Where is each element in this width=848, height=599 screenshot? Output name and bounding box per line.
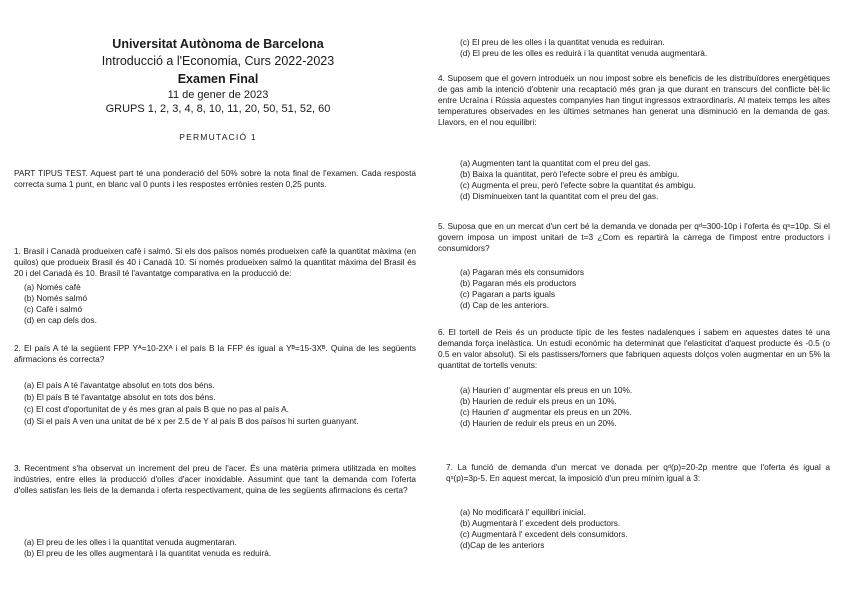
question-7-text: 7. La funció de demanda d'un mercat ve donada per qᵈ(p)=20-2p mentre que l'oferta és igual a qˢ(p)=3p-5. En aquest mercat, la imposició d'un preu mínim igual a 3: <box>446 462 830 483</box>
question-6-option-b[interactable]: (b) Haurien de reduir els preus en un 10%. <box>460 396 617 406</box>
question-3-option-b[interactable]: (b) El preu de les olles augmentarà i la quantitat venuda es reduirà. <box>24 548 272 558</box>
question-1-option-d[interactable]: (d) en cap dels dos. <box>24 315 97 325</box>
question-1-option-a[interactable]: (a) Només cafè <box>24 282 81 292</box>
question-5-option-b[interactable]: (b) Pagaran més els productors <box>460 278 577 288</box>
question-5-option-c[interactable]: (c) Pagaran a parts iguals <box>460 289 556 299</box>
question-7-option-d[interactable]: (d)Cap de les anteriors <box>460 540 545 550</box>
exam-date: 11 de gener de 2023 <box>167 89 269 101</box>
question-3-option-a[interactable]: (a) El preu de les olles i la quantitat venuda augmentaran. <box>24 537 237 547</box>
course-title: Introducció a l'Economia, Curs 2022-2023 <box>101 54 335 68</box>
question-6-option-a[interactable]: (a) Haurien d' augmentar els preus en un 10%. <box>460 385 633 395</box>
university-name: Universitat Autònoma de Barcelona <box>112 37 324 51</box>
question-2-option-c[interactable]: (c) El cost d'oportunitat de y és mes gran al país B que no pas al país A. <box>24 404 289 414</box>
question-5-option-d[interactable]: (d) Cap de les anteriors. <box>460 300 550 310</box>
question-7-option-b[interactable]: (b) Augmentarà l' excedent dels productors. <box>460 518 621 528</box>
permutation-label: PERMUTACIÓ 1 <box>179 132 257 142</box>
question-1-option-c[interactable]: (c) Cafè i salmó <box>24 304 83 314</box>
question-1-text: 1. Brasil i Canadà produeixen cafè i salmó. Si els dos països només produeixen cafè la quantitat màxima (en quilos) que produeix Brasil és 40 i Canadà 10. Si només produeixen salmó la quantitat màxima del Brasil és 20 i del Canadà és 10. Brasil té l'avantatge comparativa en la producció de: <box>14 246 416 278</box>
question-4-option-c[interactable]: (c) Augmenta el preu, però l'efecte sobre la quantitat és ambigu. <box>460 180 696 190</box>
question-4-option-d[interactable]: (d) Disminueixen tant la quantitat com el preu del gas. <box>460 191 659 201</box>
question-2-option-b[interactable]: (b) El país B té l'avantatge absolut en tots dos béns. <box>24 392 216 402</box>
question-5-text: 5. Suposa que en un mercat d'un cert bé la demanda ve donada per qᵈ=300-10p i l'oferta és qˢ=10p. Si el govern imposa un impost unitari de t=3 ¿Com es repartirà la càrrega de l'impost entre productors i consumidors? <box>438 221 830 253</box>
exam-title: Examen Final <box>177 72 259 86</box>
intro-text: PART TIPUS TEST. Aquest part té una ponderació del 50% sobre la nota final de l'examen. Cada resposta correcta suma 1 punt, en blanc val 0 punts i les respostes errònies resten 0,25 punts. <box>14 168 416 189</box>
question-4-option-b[interactable]: (b) Baixa la quantitat, però l'efecte sobre el preu és ambigu. <box>460 169 680 179</box>
exam-groups: GRUPS 1, 2, 3, 4, 8, 10, 11, 20, 50, 51, 52, 60 <box>105 103 331 115</box>
question-6-option-d[interactable]: (d) Haurien de reduir els preus en un 20%. <box>460 418 617 428</box>
question-5-option-a[interactable]: (a) Pagaran més els consumidors <box>460 267 585 277</box>
question-4-text: 4. Suposem que el govern introdueix un nou impost sobre els beneficis de les distribuïdores energètiques de gas amb la intenció d'obtenir una recaptació més gran ja que durant en transcurs del conflicte bèl·lic entre Ucraïna i Rússia aquestes companyies han tingut ingressos extraordinaris. Al mateix temps les altes temperatures observades en les últimes setmanes han generat una disminució en la demanda de gas. Llavors, en el nou equilibri: <box>438 73 830 127</box>
question-7-option-c[interactable]: (c) Augmentarà l' excedent dels consumidors. <box>460 529 628 539</box>
question-1-option-b[interactable]: (b) Només salmó <box>24 293 88 303</box>
question-6-text: 6. El tortell de Reis és un producte típic de les festes nadalenques i sabem en aquestes dates té una demanda força inelàstica. Un estudi econòmic ha determinat que l'elasticitat d'aquest producte és -0.5 (o 0.5 en valor absolut). Si els pastissers/forners que fabriquen aquests dolços volen augmentar en un 5% la quantitat de tortells venuts: <box>438 327 830 370</box>
question-6-option-c[interactable]: (c) Haurien d' augmentar els preus en un 20%. <box>460 407 632 417</box>
question-3-text: 3. Recentment s'ha observat un increment del preu de l'acer. És una matèria primera utilitzada en moltes indústries, entre elles la producció d'olles d'acer inoxidable. Assumint que tant la demanda com l'oferta d'olles satisfan les lleis de la demanda i oferta respectivament, quina de les següents afirmacions és certa? <box>14 463 416 495</box>
question-2-option-a[interactable]: (a) El país A té l'avantatge absolut en tots dos béns. <box>24 380 215 390</box>
question-2-option-d[interactable]: (d) Si el país A ven una unitat de bé x per 2.5 de Y al país B dos països hi surten guanyant. <box>24 416 359 426</box>
question-3-option-c[interactable]: (c) El preu de les olles i la quantitat venuda es reduiran. <box>460 37 665 47</box>
question-4-option-a[interactable]: (a) Augmenten tant la quantitat com el preu del gas. <box>460 158 651 168</box>
question-2-text: 2. El país A té la següent FPP Yᴬ=10-2Xᴬ i el país B la FFP és igual a Yᴮ=15-3Xᴮ. Quina de les següents afirmacions és correcta? <box>14 343 416 364</box>
question-3-option-d[interactable]: (d) El preu de les olles es reduirà i la quantitat venuda augmentarà. <box>460 48 708 58</box>
question-7-option-a[interactable]: (a) No modificarà l' equilibri inicial. <box>460 507 586 517</box>
